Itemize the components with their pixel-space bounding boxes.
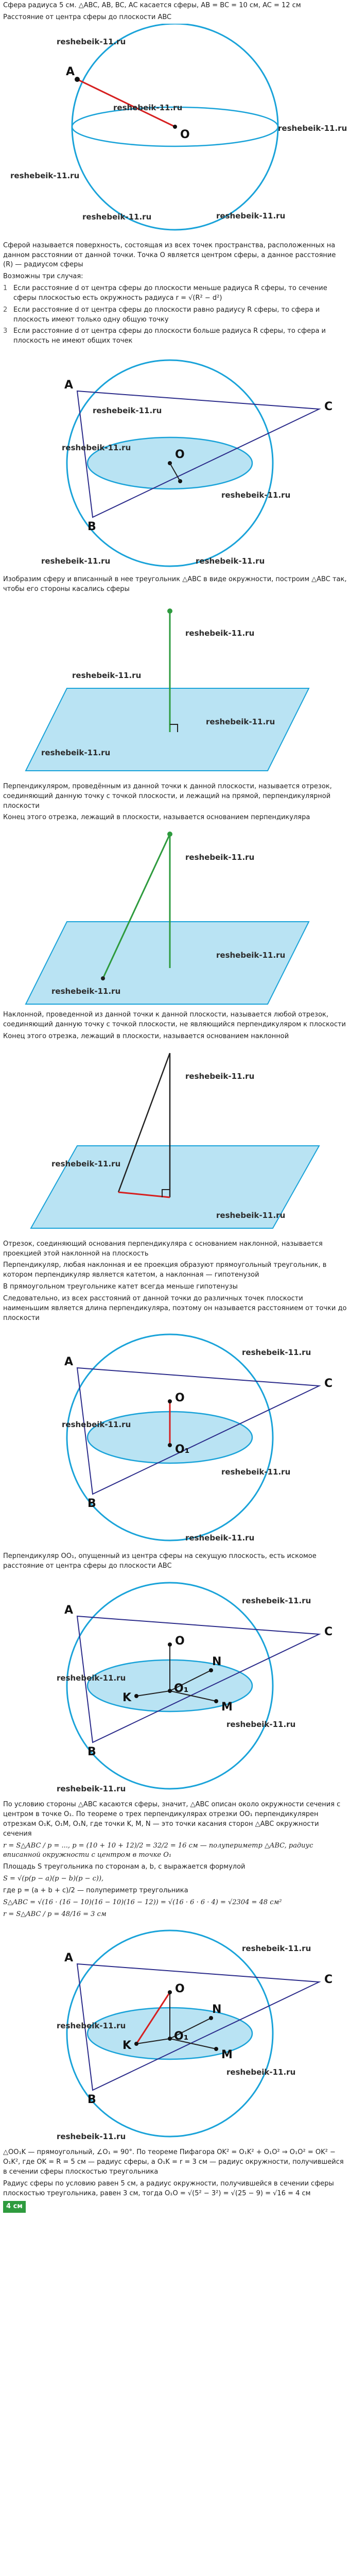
label-A: A	[64, 379, 74, 392]
watermark: reshebeik-11.ru	[185, 1071, 255, 1081]
figure-final	[0, 1920, 350, 2147]
leg-hypotenuse-note: В прямоугольном треугольнике катет всегда меньше гипотенузы	[3, 1283, 238, 1291]
watermark: reshebeik-11.ru	[226, 1720, 296, 1730]
watermark: reshebeik-11.ru	[221, 1467, 291, 1477]
label-A: A	[64, 1952, 74, 1965]
watermark: reshebeik-11.ru	[242, 1596, 311, 1606]
watermark: reshebeik-11.ru	[57, 37, 126, 46]
label-C: C	[324, 1377, 333, 1391]
label-O1: O₁	[175, 1443, 190, 1456]
watermark: reshebeik-11.ru	[41, 556, 111, 566]
three-cases-intro: Возможны три случая:	[3, 273, 83, 281]
label-N: N	[212, 1655, 222, 1669]
label-A: A	[64, 1355, 74, 1369]
label-B: B	[87, 1745, 96, 1759]
watermark: reshebeik-11.ru	[216, 1210, 286, 1220]
final-computation: Радиус сферы по условию равен 5 см, а радиус окружности, получившейся в сечении сферы плоскостью треугольника, равен 3 см, тогда O₁O = √(5² − 3²) = √(25 − 9) = √16 = 4 см	[3, 2179, 334, 2197]
label-M: M	[221, 1701, 233, 1714]
perpendicular-base-note: Конец этого отрезка, лежащий в плоскости, называется основанием перпендикуляра	[3, 814, 310, 822]
label-B: B	[87, 520, 96, 534]
task-question: Расстояние от центра сферы до плоскости ABC	[3, 13, 172, 21]
label-O: O	[175, 1982, 185, 1996]
tangency-argument: По условию стороны △ABC касаются сферы, значит, △ABC описан около окружности сечения с центром в точке O₁. По теореме о трех перпендикулярах отрезки OO₁ перпендикулярен отрезкам O₁K, O₁M, O₁N, где точки K, M, N — это точки касания сторон △ABC окружности сечения	[3, 1801, 341, 1838]
watermark: reshebeik-11.ru	[216, 211, 286, 221]
oo1-statement: Перпендикуляр OO₁, опущенный из центра сферы на секущую плоскость, есть искомое расстояние от центра сферы до плоскости ABC	[3, 1552, 317, 1570]
watermark: reshebeik-11.ru	[62, 1420, 131, 1430]
problem-statement: Сфера радиуса 5 см. △ABC, AB, BC, AC касается сферы, AB = BC = 10 см, AC = 12 см	[3, 2, 301, 9]
label-C: C	[324, 1625, 333, 1639]
radius-result: r = S△ABC / p = 48/16 = 3 см	[3, 1910, 107, 1918]
watermark: reshebeik-11.ru	[57, 1673, 126, 1683]
watermark: reshebeik-11.ru	[57, 2021, 126, 2031]
watermark: reshebeik-11.ru	[51, 1159, 121, 1168]
watermark: reshebeik-11.ru	[221, 490, 291, 500]
right-triangle-note: Перпендикуляр, любая наклонная и ее проекция образуют прямоугольный треугольник, в котором перпендикуляр является катетом, а наклонная — гипотенузой	[3, 1261, 327, 1279]
label-M: M	[221, 2048, 233, 2062]
label-K: K	[122, 2039, 132, 2053]
label-B: B	[87, 2093, 96, 2107]
figure-sphere-oo1	[0, 1324, 350, 1551]
watermark: reshebeik-11.ru	[113, 103, 183, 112]
watermark: reshebeik-11.ru	[62, 443, 131, 453]
label-O: O	[175, 448, 185, 462]
watermark: reshebeik-11.ru	[72, 670, 142, 680]
label-O: O	[175, 1392, 185, 1405]
distance-conclusion: Следовательно, из всех расстояний от данной точки до различных точек плоскости наименьшим является длина перпендикуляра, поэтому он называется расстоянием от точки до плоскости	[3, 1294, 347, 1322]
construction-note: Изобразим сферу и вписанный в нее треугольник △ABC в виде окружности, построим △ABC так, чтобы его стороны касались сферы	[3, 575, 347, 593]
label-O: O	[175, 1635, 185, 1648]
watermark: reshebeik-11.ru	[51, 987, 121, 996]
answer-badge: 4 см	[3, 2201, 26, 2213]
watermark: reshebeik-11.ru	[185, 1533, 255, 1543]
projection-definition: Отрезок, соединяющий основания перпендикуляра с основанием наклонной, называется проекцией этой наклонной на плоскость	[3, 1240, 323, 1258]
watermark: reshebeik-11.ru	[242, 1944, 311, 1954]
figure-sphere-radius	[0, 24, 350, 240]
sphere-definition: Сферой называется поверхность, состоящая из всех точек пространства, расположенных на данном расстоянии от данной точки. Точка O является центром сферы, а данное расстояние (R) — радиусом сферы	[3, 241, 336, 269]
heron-intro: Площадь S треугольника по сторонам a, b, c выражается формулой	[3, 1863, 246, 1871]
label-C: C	[324, 400, 333, 414]
watermark: reshebeik-11.ru	[242, 1348, 311, 1358]
label-K: K	[122, 1691, 132, 1705]
label-B: B	[87, 1497, 96, 1511]
radius-formula: r = S△ABC / p = ..., p = (10 + 10 + 12)/2 = 32/2 = 16 см — полупериметр △ABC, радиус вписанной окружности с центром в точке O₁	[3, 1841, 313, 1859]
perpendicular-definition: Перпендикуляром, проведённым из данной точки к данной плоскости, называется отрезок, соединяющий данную точку с точкой плоскости, и лежащий на прямой, перпендикулярной плоскости	[3, 782, 332, 810]
watermark: reshebeik-11.ru	[196, 556, 265, 566]
figure-tangency	[0, 1572, 350, 1799]
figure-sphere-triangle	[0, 347, 350, 574]
label-O1: O₁	[174, 1682, 189, 1696]
watermark: reshebeik-11.ru	[10, 171, 80, 180]
case-1: 1 Если расстояние d от центра сферы до плоскости меньше радиуса R сферы, то сечение сферы плоскостью есть окружность радиуса r = √(R² − d²)	[3, 284, 327, 302]
watermark: reshebeik-11.ru	[93, 406, 162, 416]
semiperimeter-note: где p = (a + b + c)/2 — полупериметр треугольника	[3, 1886, 188, 1894]
watermark: reshebeik-11.ru	[57, 1784, 126, 1794]
case-3: 3 Если расстояние d от центра сферы до плоскости больше радиуса R сферы, то сфера и плоскость не имеют общих точек	[3, 327, 326, 345]
oblique-definition: Наклонной, проведенной из данной точки к данной плоскости, называется любой отрезок, соединяющий данную точку с точкой плоскости, не являющийся перпендикуляром к плоскости	[3, 1011, 346, 1029]
case-2: 2 Если расстояние d от центра сферы до плоскости равно радиусу R сферы, то сфера и плоскость имеют только одну общую точку	[3, 306, 320, 324]
watermark: reshebeik-11.ru	[216, 951, 286, 960]
watermark: reshebeik-11.ru	[82, 212, 152, 222]
watermark: reshebeik-11.ru	[41, 748, 111, 757]
label-O: O	[180, 128, 190, 141]
oblique-base-note: Конец этого отрезка, лежащий в плоскости, называется основанием наклонной	[3, 1032, 289, 1040]
watermark: reshebeik-11.ru	[185, 853, 255, 862]
label-A: A	[64, 1604, 74, 1617]
label-O1: O₁	[174, 2030, 189, 2043]
area-calculation: S△ABC = √(16 · (16 − 10)(16 − 10)(16 − 12)) = √(16 · 6 · 6 · 4) = √2304 = 48 см²	[3, 1898, 282, 1906]
pythagoras-step: △OO₁K — прямоугольный, ∠O₁ = 90°. По теореме Пифагора OK² = O₁K² + O₁O² ⇒ O₁O² = OK² − O₁K², где OK = R = 5 см — радиус сферы, а O₁K = r = 3 см — радиус окружности, получившейся в сечении сферы плоскостью треугольника	[3, 2148, 344, 2176]
label-N: N	[212, 2003, 222, 2016]
figure-perpendicular	[0, 596, 350, 781]
watermark: reshebeik-11.ru	[185, 628, 255, 638]
figure-projection	[0, 1043, 350, 1239]
watermark: reshebeik-11.ru	[278, 123, 347, 133]
watermark: reshebeik-11.ru	[206, 717, 275, 726]
heron-formula: S = √(p(p − a)(p − b)(p − c)),	[3, 1875, 104, 1883]
label-A: A	[66, 65, 75, 78]
figure-oblique	[0, 824, 350, 1009]
label-C: C	[324, 1973, 333, 1987]
watermark: reshebeik-11.ru	[226, 2067, 296, 2077]
watermark: reshebeik-11.ru	[57, 2132, 126, 2142]
